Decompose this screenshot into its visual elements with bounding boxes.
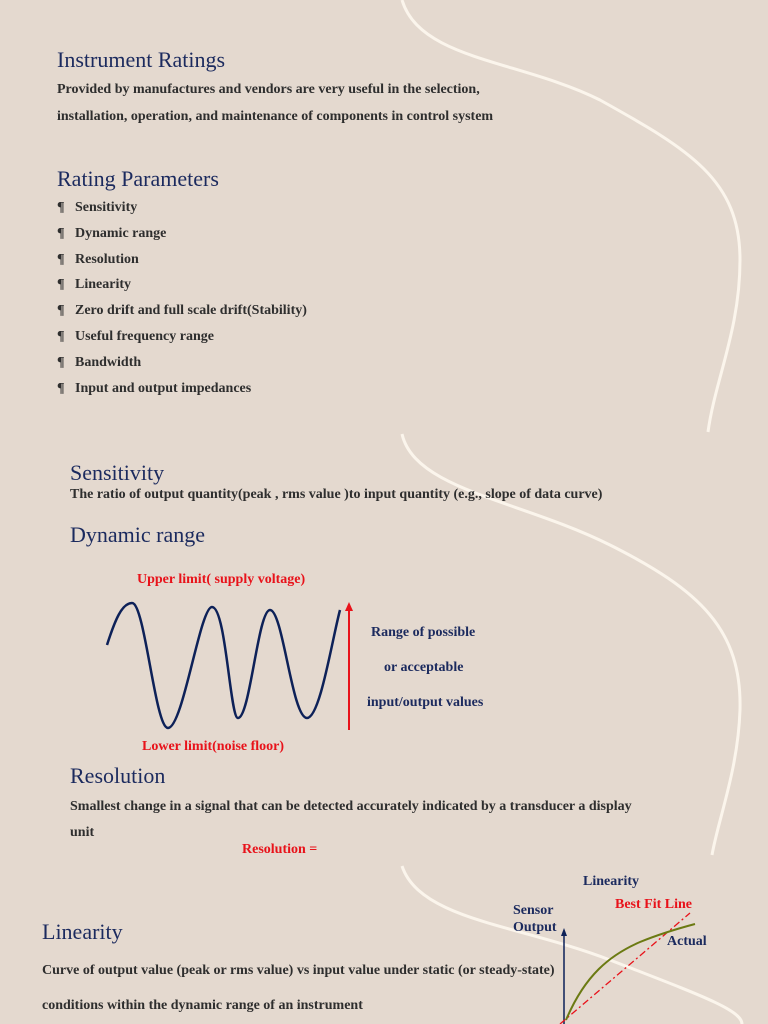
range-text-line-2: or acceptable [384, 660, 464, 675]
upper-limit-label: Upper limit( supply voltage) [137, 572, 306, 587]
resolution-title: Resolution [70, 763, 166, 788]
list-item: ¶ Dynamic range [57, 226, 307, 252]
list-item: ¶ Input and output impedances [57, 381, 307, 407]
instrument-ratings-line-1: Provided by manufactures and vendors are very useful in the selection, [57, 82, 480, 97]
list-item: ¶ Linearity [57, 277, 307, 303]
pilcrow-bullet-icon: ¶ [57, 200, 65, 215]
resolution-formula-label: Resolution = [242, 842, 318, 857]
resolution-line-2: unit [70, 825, 95, 840]
list-item: ¶ Resolution [57, 252, 307, 278]
list-item: ¶ Bandwidth [57, 355, 307, 381]
actual-curve [566, 924, 695, 1020]
pilcrow-bullet-icon: ¶ [57, 303, 65, 319]
linearity-diagram-title: Linearity [583, 874, 639, 889]
range-text-line-3: input/output values [367, 695, 484, 710]
list-item: ¶ Zero drift and full scale drift(Stability) [57, 303, 307, 329]
list-item: ¶ Useful frequency range [57, 329, 307, 355]
pilcrow-bullet-icon: ¶ [57, 328, 65, 344]
sensitivity-text: The ratio of output quantity(peak , rms value )to input quantity (e.g., slope of data curve) [70, 487, 603, 502]
sensor-axis-label-2: Output [513, 920, 557, 935]
actual-curve-label: Actual [667, 934, 707, 949]
axis-arrow-head-icon [561, 928, 567, 936]
pilcrow-bullet-icon: ¶ [57, 380, 65, 396]
best-fit-line [560, 913, 690, 1024]
linearity-line-2: conditions within the dynamic range of an instrument [42, 998, 363, 1013]
linearity-title: Linearity [42, 919, 123, 944]
pilcrow-bullet-icon: ¶ [57, 251, 65, 267]
list-item: ¶ Sensitivity [57, 200, 307, 226]
sensitivity-title: Sensitivity [70, 460, 165, 485]
sensor-axis-label-1: Sensor [513, 903, 554, 918]
resolution-line-1: Smallest change in a signal that can be detected accurately indicated by a transducer a display [70, 799, 632, 814]
instrument-ratings-line-2: installation, operation, and maintenance of components in control system [57, 109, 494, 124]
rating-parameters-title: Rating Parameters [57, 166, 219, 191]
dynamic-range-title: Dynamic range [70, 522, 205, 547]
linearity-line-1: Curve of output value (peak or rms value) vs input value under static (or steady-state) [42, 963, 555, 978]
pilcrow-bullet-icon: ¶ [57, 277, 65, 293]
best-fit-line-label: Best Fit Line [615, 897, 692, 912]
pilcrow-bullet-icon: ¶ [57, 225, 65, 241]
range-text-line-1: Range of possible [371, 625, 476, 640]
instrument-ratings-title: Instrument Ratings [57, 47, 226, 72]
lower-limit-label: Lower limit(noise floor) [142, 739, 285, 754]
pilcrow-bullet-icon: ¶ [57, 354, 65, 370]
